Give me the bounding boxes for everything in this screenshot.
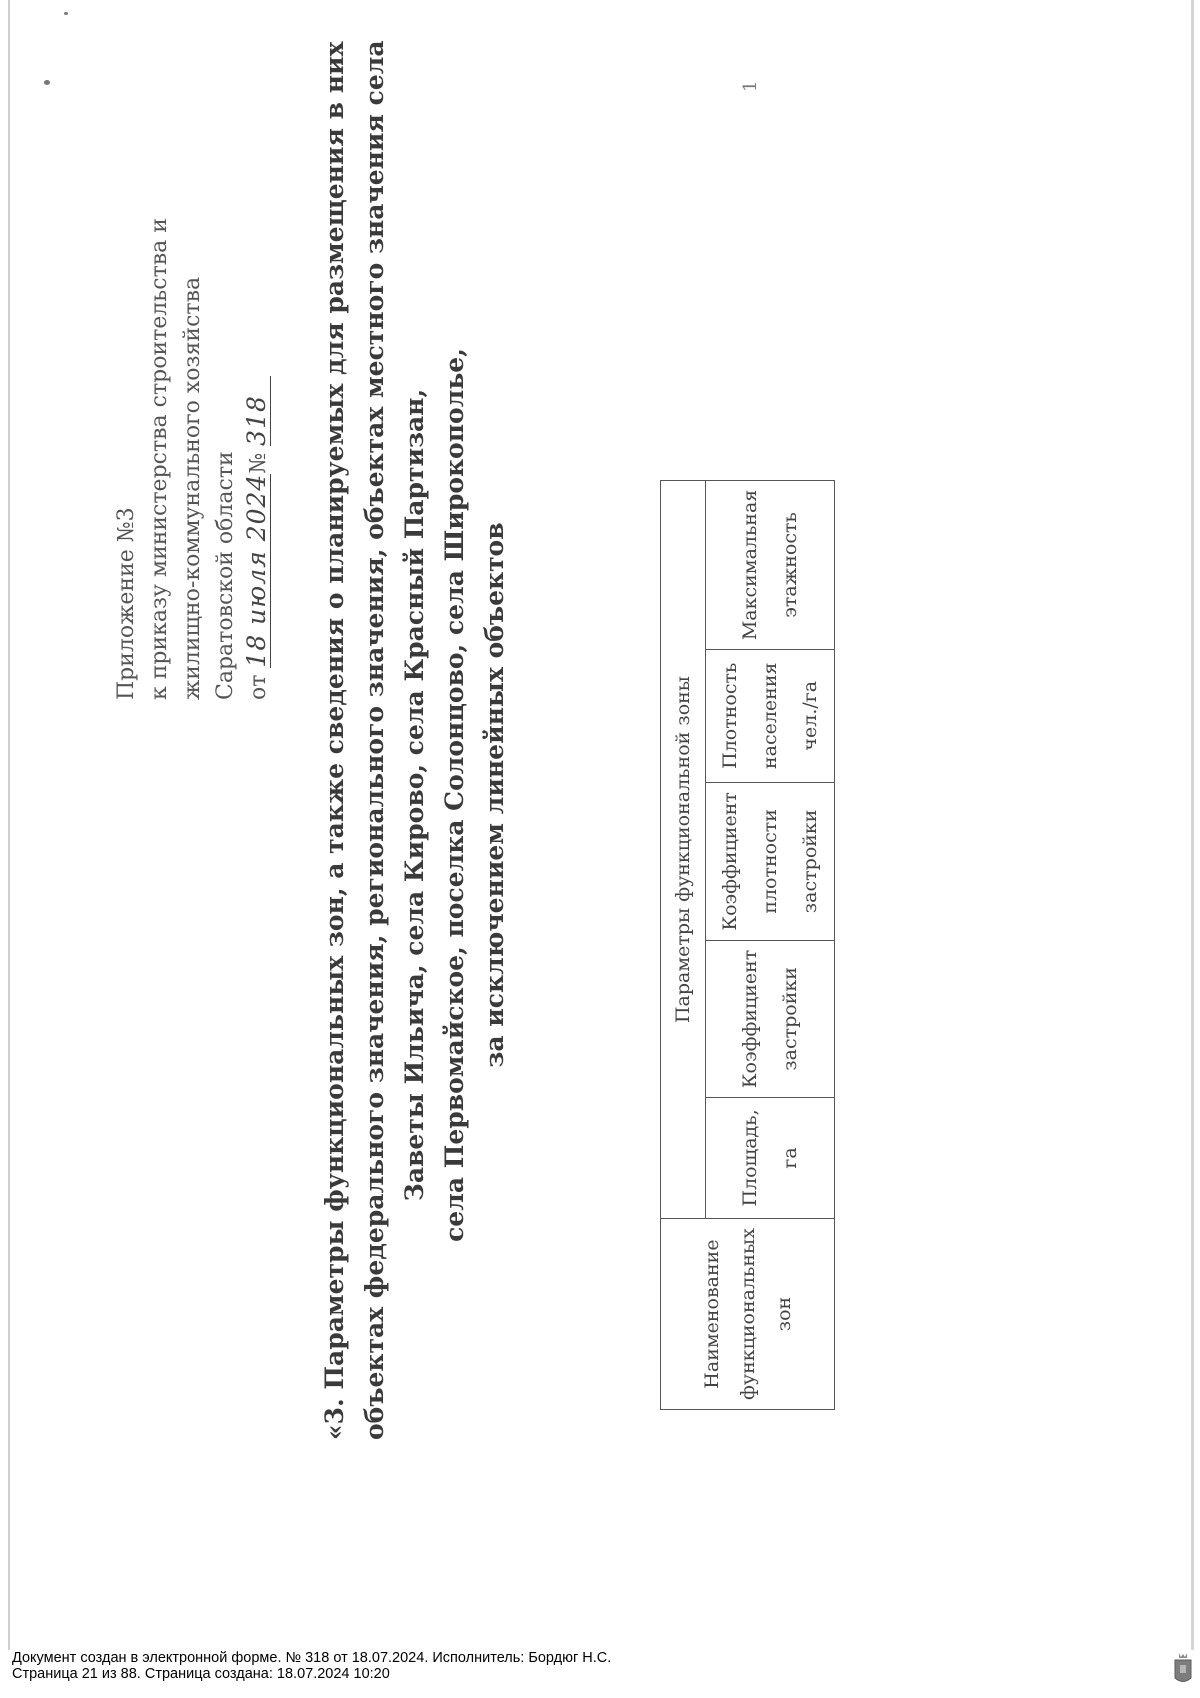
heading-line: Заветы Ильича, села Кирово, села Красный Партизан, — [400, 388, 429, 1202]
appendix-line: жилищно-коммунального хозяйства — [180, 276, 205, 700]
scan-right-edge — [1191, 0, 1194, 1650]
rotated-landscape-page — [40, 30, 860, 1570]
col-header-zone-name: Наименование функциональных зон — [661, 1219, 835, 1410]
heading-line: за исключением линейных объектов — [480, 522, 509, 1068]
appendix-title: Приложение №3 — [114, 507, 139, 700]
document-heading — [315, 40, 515, 1440]
number-label: № — [246, 452, 271, 474]
handwritten-date: 18 июля 2024 — [242, 473, 271, 668]
col-header-area: Площадь, га — [706, 1097, 835, 1218]
handwritten-number: 318 — [244, 376, 271, 446]
col-header-population: Плотность населения чел./га — [706, 649, 835, 782]
appendix-line: к приказу министерства строительства и — [147, 218, 172, 700]
appendix-line: Саратовской области — [213, 451, 238, 700]
parameters-table — [660, 480, 835, 1410]
appendix-block — [110, 100, 275, 700]
scan-speck — [64, 12, 68, 15]
footer-line: Документ создан в электронной форме. № 318 от 18.07.2024. Исполнитель: Бордюг Н.С. — [12, 1650, 612, 1666]
heading-line: объектах федерального значения, регионального значения, объектах местного значения села — [360, 40, 389, 1440]
scan-left-edge — [8, 0, 10, 1650]
saratov-emblem-icon — [1173, 1652, 1193, 1685]
group-header-parameters: Параметры функциональной зоны — [661, 481, 706, 1219]
appendix-date-line — [242, 100, 275, 700]
col-header-floors: Максимальная этажность — [706, 481, 835, 650]
page-number: 1 — [740, 80, 761, 92]
footer-line: Страница 21 из 88. Страница создана: 18.07.2024 10:20 — [12, 1666, 390, 1682]
electronic-document-footer — [12, 1650, 1112, 1682]
heading-line: «3. Параметры функциональных зон, а также сведения о планируемых для размещения в них — [320, 41, 349, 1440]
col-header-coverage: Коэффициент застройки — [706, 941, 835, 1098]
heading-line: села Первомайское, поселка Солонцово, села Широкополье, — [440, 348, 469, 1242]
from-label: от — [246, 674, 271, 700]
col-header-density-coef: Коэффициент плотности застройки — [706, 782, 835, 940]
